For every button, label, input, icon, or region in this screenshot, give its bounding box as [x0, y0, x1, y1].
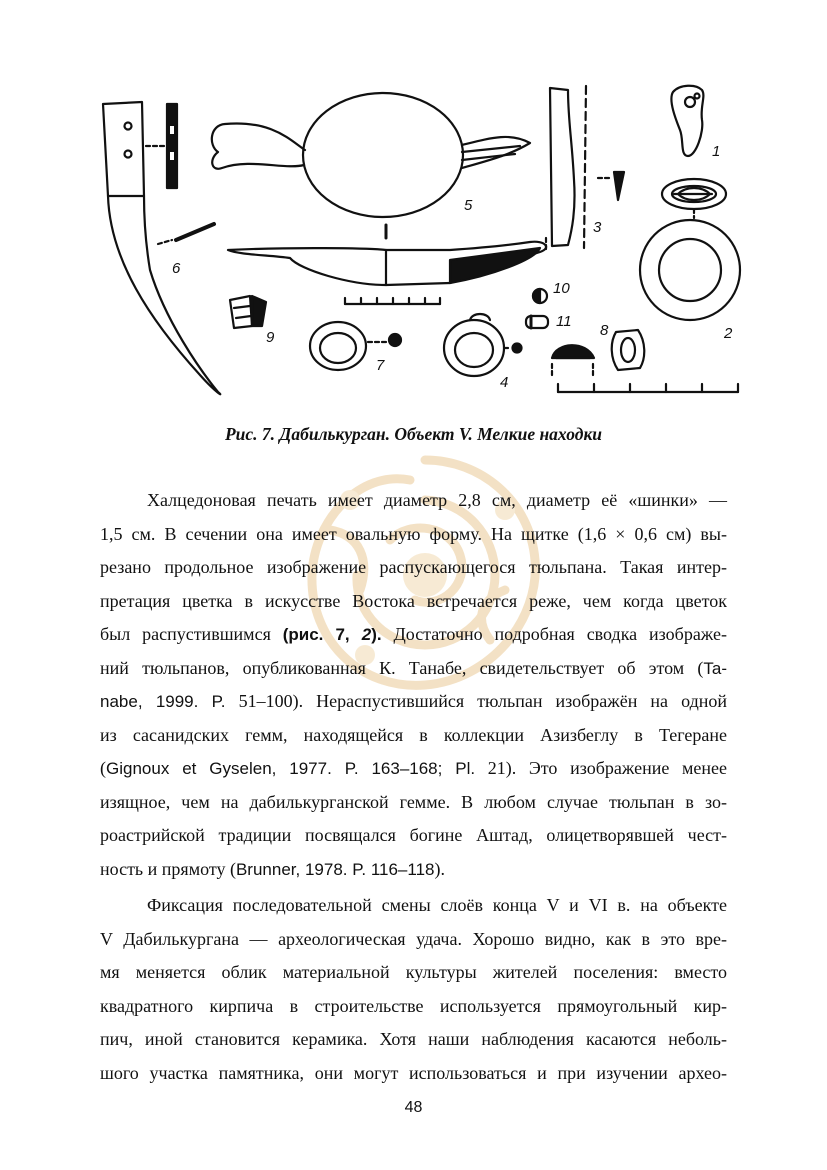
citation: Brunner, 1978. P. 116–118 — [235, 859, 435, 879]
paragraph-2 — [100, 889, 727, 1090]
drawing-item-1 — [671, 86, 703, 156]
text-line: шого участка памятника, они могут использоваться и при изучении архео- — [100, 1062, 727, 1083]
drawing-item-3 — [546, 86, 624, 250]
drawing-item-2 — [640, 179, 740, 320]
fig-label-3: 3 — [593, 219, 602, 236]
fig-label-2: 2 — [724, 325, 733, 342]
figure-caption: Рис. 7. Дабилькурган. Объект V. Мелкие находки — [224, 424, 603, 444]
drawing-item-8 — [552, 330, 738, 392]
text-line: ность и прямоту (Brunner, 1978. P. 116–118). — [100, 858, 445, 879]
fig-label-7: 7 — [376, 357, 385, 374]
paragraph-1 — [100, 484, 727, 886]
text-line: Халцедоновая печать имеет диаметр 2,8 см, диаметр её «шинки» — — [147, 490, 727, 510]
citation: nabe, 1999. P. — [100, 692, 226, 711]
text-line: пич, иной становится керамика. Хотя наши наблюдения касаются неболь- — [100, 1029, 727, 1049]
fig-label-6: 6 — [172, 260, 181, 277]
text-line: мя меняется облик материальной культуры жителей поселения: вместо — [100, 962, 727, 982]
citation: Ta- — [703, 658, 727, 678]
drawing-item-7 — [310, 322, 401, 370]
fig-label-9: 9 — [266, 329, 275, 346]
figure-reference: (рис. 7, — [282, 625, 362, 644]
text-line: Фиксация последовательной смены слоёв конца V и VI в. на объекте — [147, 895, 727, 915]
drawing-item-6 — [103, 102, 220, 394]
drawing-item-4 — [444, 314, 522, 376]
drawing-item-9 — [230, 296, 266, 328]
fig-label-5: 5 — [464, 197, 473, 214]
text-line: V Дабилькургана — археологическая удача. Хорошо видно, как в это вре- — [100, 928, 727, 949]
drawing-item-5 — [212, 93, 546, 304]
fig-label-4: 4 — [500, 374, 509, 391]
text-line: ний тюльпанов, опубликованная К. Танабе, свидетельствует об этом (Ta- — [100, 657, 727, 678]
text-line: nabe, 1999. P. 51–100). Нераспустившийся тюльпан изображён на одной — [100, 691, 727, 711]
text-line: 1,5 см. В сечении она имеет овальную форму. На щитке (1,6 × 0,6 см) вы- — [100, 523, 727, 544]
text-line: квадратного кирпича в строительстве используется прямоугольный кир- — [100, 995, 727, 1016]
page-number: 48 — [404, 1099, 423, 1116]
text-line: (Gignoux et Gyselen, 1977. P. 163–168; Pl. 21). Это изображение менее — [100, 758, 727, 778]
drawing-item-10 — [533, 289, 547, 303]
citation: Gignoux et Gyselen, 1977. P. 163–168; Pl. — [106, 759, 476, 778]
text-line: был распустившимся (рис. 7, 2). Достаточно подробная сводка изображе- — [100, 624, 727, 644]
text-line: претация цветка в искусстве Востока встречается реже, чем когда цветок — [100, 590, 727, 611]
text-line: изящное, чем на дабилькурганской гемме. В любом случае тюльпан в зо- — [100, 791, 727, 812]
figure-small-finds — [90, 80, 750, 410]
text-line: резано продольное изображение распускающегося тюльпана. Такая интер- — [100, 557, 727, 577]
text-line: из сасанидских гемм, находящейся в коллекции Азизбеглу в Тегеране — [100, 724, 727, 745]
text-line: роастрийской традиции посвящался богине Аштад, олицетворявшей чест- — [100, 825, 727, 845]
drawing-item-11 — [526, 316, 548, 328]
fig-label-8: 8 — [600, 322, 609, 339]
fig-label-10: 10 — [553, 280, 570, 297]
fig-label-1: 1 — [712, 143, 721, 160]
fig-label-11: 11 — [556, 313, 572, 330]
